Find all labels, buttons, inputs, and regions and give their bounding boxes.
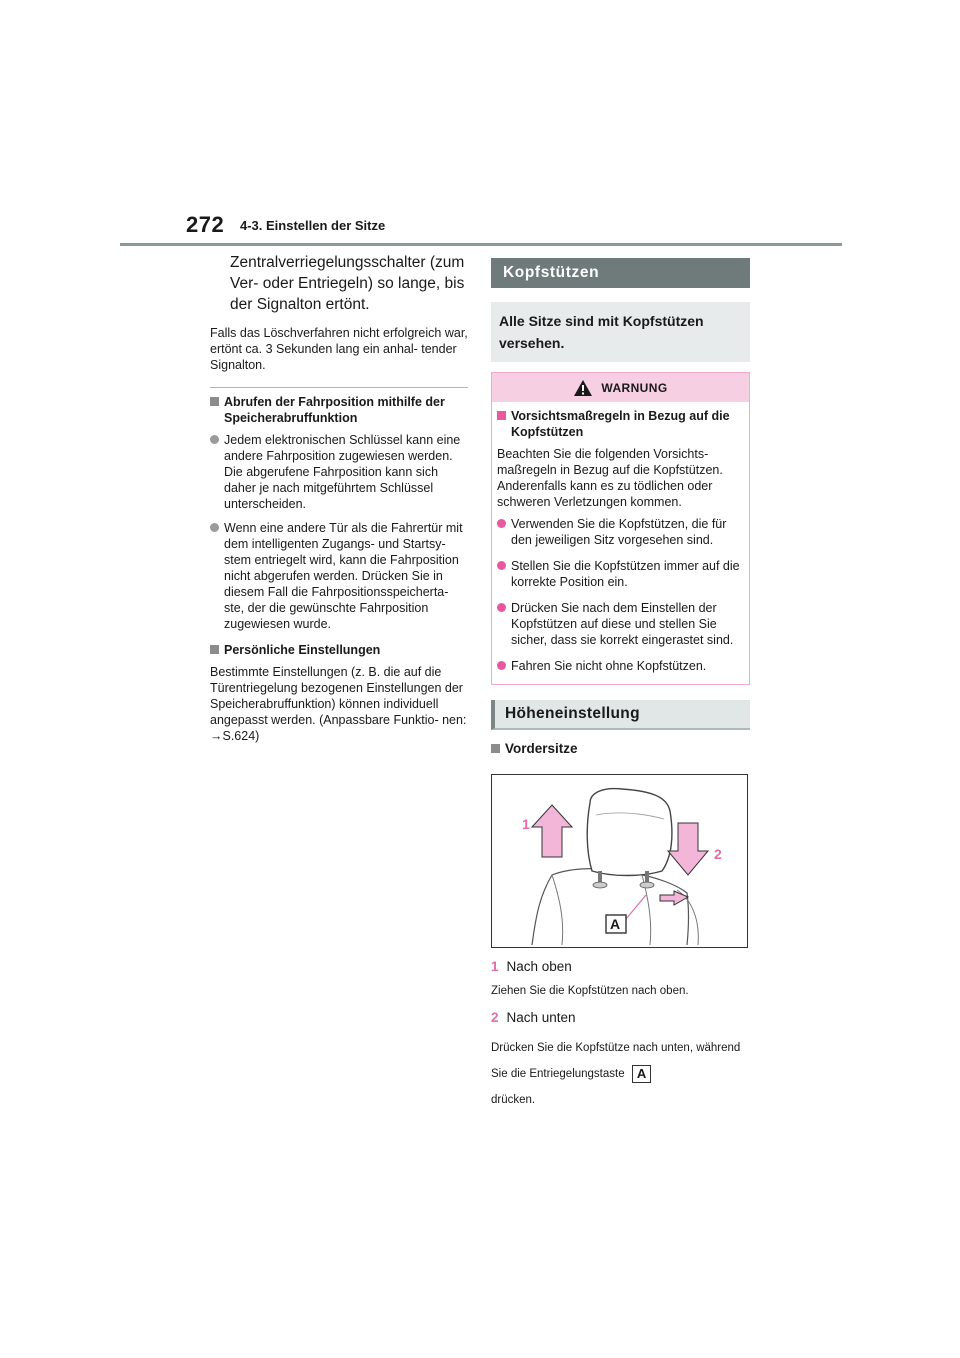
erase-note: Falls das Löschverfahren nicht erfolgreich war, ertönt ca. 3 Sekunden lang ein anhal- tender Signalton. (210, 326, 468, 372)
step-note-text-end: drücken. (491, 1094, 536, 1106)
header-rule (120, 243, 842, 246)
warning-heading (497, 408, 743, 440)
section-banner: Kopfstützen (491, 258, 750, 288)
page-number: 272 (186, 212, 225, 237)
step-down (491, 1009, 750, 1027)
front-seats-heading (491, 740, 750, 758)
warning-body (492, 402, 749, 684)
list-item (497, 600, 743, 648)
column-divider (210, 387, 468, 388)
step-note (491, 1035, 750, 1113)
list-item (497, 658, 743, 674)
list-item-text: Fahren Sie nicht ohne Kopfstützen. (511, 659, 707, 673)
personal-settings-heading-text: Persönliche Einstellungen (224, 643, 381, 657)
circle-bullet-icon (497, 519, 506, 528)
figure-label-button: A (610, 916, 621, 932)
list-item (497, 516, 743, 548)
warning-box (491, 372, 750, 685)
figure-label-up: 1 (522, 816, 530, 832)
square-bullet-icon (491, 744, 500, 753)
personal-settings-heading (210, 642, 468, 658)
step-number: 2 (491, 1010, 499, 1025)
step-title: Nach oben (506, 959, 572, 974)
step-note-text: Drücken Sie die Kopfstütze nach unten, während Sie die Entriegelungstaste (491, 1042, 741, 1080)
right-column (491, 258, 750, 1113)
list-item-text: Jedem elektronischen Schlüssel kann eine andere Fahrposition zugewiesen werden. Die abgerufene Fahrposition kann sich daher je nach mitgeführtem Schlüssel unterscheiden. (224, 433, 461, 511)
step-note: Ziehen Sie die Kopfstützen nach oben. (491, 985, 689, 997)
front-seats-heading-text: Vordersitze (505, 741, 578, 756)
circle-bullet-icon (210, 435, 219, 444)
circle-bullet-icon (497, 661, 506, 670)
step-number: 1 (491, 959, 499, 974)
list-item-text: Drücken Sie nach dem Einstellen der Kopfstützen auf diese und stellen Sie sicher, dass sie korrekt eingerastet sind. (511, 601, 734, 647)
circle-bullet-icon (210, 523, 219, 532)
step-title: Nach unten (506, 1010, 576, 1025)
left-column (210, 252, 468, 744)
intro-box: Alle Sitze sind mit Kopfstützen versehen. (491, 302, 750, 362)
list-item-text: Wenn eine andere Tür als die Fahrertür mit dem intelligenten Zugangs- und Startsy- stem entriegelt wird, kann die Fahrposition nicht abgerufen werden. Drücken Sie in diesem Fall die Fahrpositionsspeicherta- ste, der die gewünschte Fahrposition zugewiesen wurde. (224, 521, 463, 631)
circle-bullet-icon (497, 603, 506, 612)
list-item-text: Stellen Sie die Kopfstützen immer auf die korrekte Position ein. (511, 559, 740, 589)
square-bullet-icon (210, 645, 219, 654)
warning-triangle-icon (573, 379, 593, 397)
continuation-text: Zentralverriegelungsschalter (zum Ver- oder Entriegeln) so lange, bis der Signalton ertönt. (230, 254, 465, 313)
recall-heading (210, 394, 468, 426)
recall-heading-text: Abrufen der Fahrposition mithilfe der Speicherabruffunktion (224, 395, 445, 425)
section-reference: 4-3. Einstellen der Sitze (240, 218, 386, 233)
warning-text: Beachten Sie die folgenden Vorsichts- maßregeln in Bezug auf die Kopfstützen. Anderenfalls kann es zu tödlichen oder schweren Verletzungen kommen. (497, 447, 723, 509)
release-button-key: A (632, 1065, 651, 1083)
circle-bullet-icon (497, 561, 506, 570)
step-up (491, 958, 750, 976)
headrest-illustration (491, 774, 748, 948)
warning-label: WARNUNG (601, 380, 668, 395)
warning-heading-text: Vorsichtsmaßregeln in Bezug auf die Kopfstützen (511, 409, 730, 439)
list-item (497, 558, 743, 590)
list-item-text: Verwenden Sie die Kopfstützen, die für den jeweiligen Sitz vorgesehen sind. (511, 517, 727, 547)
height-adjust-banner: Höheneinstellung (491, 700, 750, 730)
square-bullet-icon (210, 397, 219, 406)
personal-settings-text: Bestimmte Einstellungen (z. B. die auf die Türentriegelung bezogenen Einstellungen der Speicherabruffunktion) können individuell angepasst werden. (Anpassbare Funktio- nen: →S.624) (210, 665, 467, 743)
list-item (210, 520, 468, 632)
list-item (210, 432, 468, 512)
headrest-drawing (492, 775, 747, 947)
square-bullet-icon (497, 411, 506, 420)
figure-label-down: 2 (714, 846, 722, 862)
warning-header (492, 373, 749, 402)
